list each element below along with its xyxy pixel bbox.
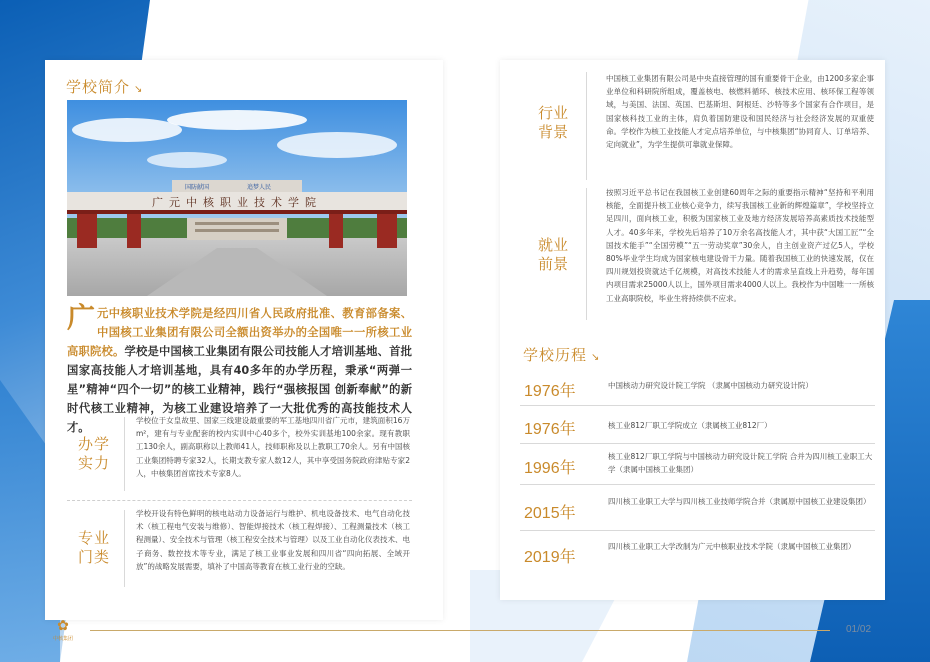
intro-highlight: 元中核职业技术学院是经四川省人民政府批准、教育部备案、中国核工业集团有限公司全额出资举办的全国唯一一所核工业高职院校。 xyxy=(67,307,412,358)
career-label: 就业 前景 xyxy=(537,236,568,273)
timeline-event: 中国核动力研究设计院工学院 （隶属中国核动力研究设计院） xyxy=(608,381,813,390)
majors-divider xyxy=(124,510,125,587)
majors-label: 专业 门类 xyxy=(77,529,110,566)
timeline-year: 2015年 xyxy=(524,505,576,522)
timeline-year: 1996年 xyxy=(524,460,576,477)
career-text: 按照习近平总书记在我国核工业创建60周年之际的重要指示精神“坚持和平利用核能，全面提升核工业核心竞争力，续写我国核工业新的辉煌篇章”，学校坚持立足四川，面向核工业，积极为国家核工业及地方经济发展培养高素质技术技能型人才。40多年来，学校先后培养了10万余名高技能人才，其中获“大国工匠”“全国技术能手”“全国劳模”“五一劳动奖章”30余人，自主创业资产过亿5人，学校80%毕业学生均成为国家核电建设骨干力量。随着我国核工业的快速发展，仅在四川规划投资就达千亿规模，对高技术技能人才的需求呈直线上升趋势，每年国内项目需求25000人以上，国外项目需求4000人以上。我校作为中国唯一一所核工业高职院校，毕业生将持续供不应求。 xyxy=(606,188,874,303)
industry-divider xyxy=(586,72,587,180)
timeline-event: 四川核工业职工大学改制为广元中核职业技术学院（隶属中国核工业集团） xyxy=(608,542,856,551)
majors-text: 学校开设有特色鲜明的核电站动力设备运行与维护、机电设备技术、电气自动化技术（核工程电气安装与维修）、智能焊接技术（核工程焊接）、工程测量技术（核工程测量）、安全技术与管理（核工程安全技术与管理）以及工业自动化仪表技术、电子商务、数控技术等专业，满足了核工业事业发展和四川省“四向拓展、全域开放”的战略发展需要，填补了中国高等教育在核工业行业的空缺。 xyxy=(136,509,410,571)
timeline-event: 四川核工业职工大学与四川核工业技师学院合并（隶属原中国核工业建设集团） xyxy=(608,497,871,506)
timeline-divider xyxy=(520,405,875,406)
timeline-year: 1976年 xyxy=(524,421,576,438)
gate-sign-right: 追梦人民 xyxy=(247,184,272,191)
school-intro-title: 学校简介 ↘ xyxy=(66,78,144,96)
logo-icon: ✿ xyxy=(57,618,69,634)
intro-body: 学校是中国核工业集团有限公司技能人才培训基地、首批国家高技能人才培训基地，具有40多年的办学历程，秉承“两弹一星”精神“四个一切”的核工业精神，践行“强核报国 创新奉献”的新时代核工业精神，为核工业建设培养了一大批优秀的高技能技术人才。 xyxy=(67,345,412,434)
history-title: 学校历程 ↘ xyxy=(523,346,601,364)
strength-divider xyxy=(124,417,125,491)
timeline-divider xyxy=(520,530,875,531)
page-number: 01/02 xyxy=(846,624,872,635)
timeline-divider xyxy=(520,484,875,485)
dropcap: 广 xyxy=(67,301,96,334)
campus-gate-photo xyxy=(67,100,407,296)
section-separator xyxy=(67,500,412,501)
timeline-event: 核工业812厂职工学院与中国核动力研究设计院工学院 合并为四川核工业职工大学（隶属中国核工业集团） xyxy=(608,452,873,474)
timeline-divider xyxy=(520,443,875,444)
gate-name-text: 广元中核职业技术学院 xyxy=(152,196,322,209)
gate-sign-left: 国防献国 xyxy=(185,184,210,191)
industry-text: 中国核工业集团有限公司是中央直接管理的国有重要骨干企业，由1200多家企事业单位和科研院所组成，覆盖核电、核燃料循环、核技术应用、核环保工程等领域，与美国、法国、英国、巴基斯坦、阿根廷、沙特等多个国家有合作项目，是国家核科技工业的主体，肩负着国防建设和国民经济与社会经济发展的双重使命。学校作为核工业技能人才定点培养单位，与中核集团“协同育人、订单培养、定向就业”，为学生提供可靠就业保障。 xyxy=(606,74,874,150)
industry-label: 行业 背景 xyxy=(537,104,568,141)
cnnc-logo: ✿ 中核集团 xyxy=(48,617,78,651)
timeline-year: 2019年 xyxy=(524,549,576,566)
strength-label: 办学 实力 xyxy=(77,435,110,472)
timeline-year: 1976年 xyxy=(524,383,576,400)
strength-text: 学校位于女皇故里、国家三线建设最重要的军工基地四川省广元市，建筑面积16万m²，建有与专业配套的校内实训中心40多个，校外实训基地100余家。现有教职工130余人，副高职称以上教师41人，技师职称及以上教职工70余人。另有中国核工业集团特聘专家32人，长期支教专家人数12人，其中享受国务院政府津贴专家2人，中核集团首席技术专家8人。 xyxy=(136,416,410,478)
footer-line xyxy=(90,630,830,631)
timeline-event: 核工业812厂职工学院成立（隶属核工业812厂） xyxy=(608,421,772,430)
career-divider xyxy=(586,188,587,320)
